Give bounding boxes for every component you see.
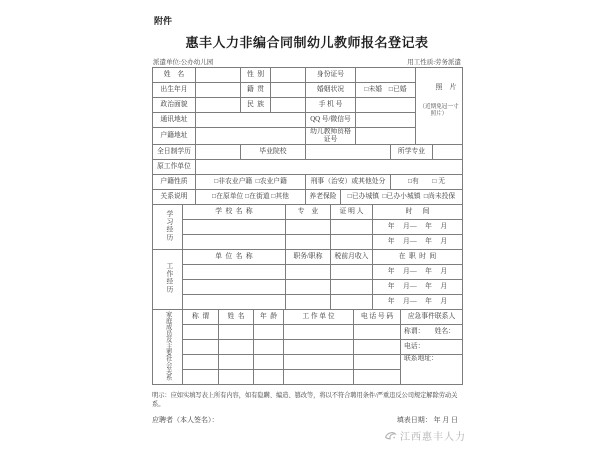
family-unit-input-cell [284, 354, 354, 369]
family-age-header: 年 龄 [254, 309, 284, 324]
emergency-title-name-line: 称谓： 姓名： [401, 324, 463, 339]
id-number-input-cell [356, 68, 416, 83]
family-row [153, 354, 463, 369]
mobile-label: 手 机 号 [306, 98, 356, 113]
work-header-row [153, 249, 463, 264]
work-income-input-cell [331, 279, 373, 294]
marital-options: □未婚 □已婚 [356, 83, 416, 98]
name-label: 姓 名 [153, 68, 196, 83]
form-meta-line [153, 57, 461, 66]
signature-line [152, 415, 462, 425]
political-input-cell [196, 98, 241, 113]
degree-label: 全日制学历 [153, 144, 196, 159]
form-sheet [152, 0, 462, 425]
row-previous-employer [153, 159, 463, 174]
pension-options: □已办城镇 □已办小城镇 □尚未投保 [341, 189, 463, 204]
family-table [152, 309, 463, 385]
work-time-range: 年 月— 年 月 [373, 294, 463, 309]
study-major-header: 专 业 [286, 204, 331, 219]
penalty-label: 刑事（治安）或其他处分 [306, 174, 391, 189]
work-unit-input-cell [183, 279, 286, 294]
hukou-options: □非农业户籍 □农业户籍 [196, 174, 306, 189]
birth-input-cell [196, 83, 241, 98]
relation-note-label: 关系说明 [153, 189, 196, 204]
family-name-input-cell [219, 369, 254, 384]
family-unit-header: 工 作 单 位 [284, 309, 354, 324]
gender-label: 性 别 [241, 68, 271, 83]
family-age-input-cell [254, 369, 284, 384]
emergency-contact-header: 应急事件联系人 [401, 309, 463, 324]
row-degree [153, 144, 463, 159]
work-income-input-cell [331, 294, 373, 309]
family-relation-input-cell [183, 339, 219, 354]
mobile-input-cell [356, 98, 416, 113]
ethnicity-label: 民 族 [241, 98, 271, 113]
page-title: 惠丰人力非编合同制幼儿教师报名登记表 [185, 35, 429, 50]
family-header-row [153, 309, 463, 324]
previous-employer-label: 原工作单位 [153, 159, 196, 174]
study-section-label: 学习经历 [164, 209, 172, 241]
photo-box [416, 68, 463, 145]
study-row [153, 234, 463, 249]
family-relation-header: 称 谓 [183, 309, 219, 324]
study-history-table [152, 204, 463, 250]
photo-label: 照 片 [435, 82, 457, 91]
study-row [153, 219, 463, 234]
study-time-header: 时 间 [373, 204, 463, 219]
degree-input-cell [196, 144, 241, 159]
fill-date-label: 填表日期： 年 月 日 [396, 415, 458, 424]
native-place-input-cell [271, 83, 306, 98]
family-section-label: 家庭成员及主要社会关系 [164, 310, 172, 380]
emergency-address-line: 联系地址： [401, 354, 463, 384]
political-label: 政治面貌 [153, 98, 196, 113]
family-phone-input-cell [354, 324, 401, 339]
emergency-phone-line: 电话： [401, 339, 463, 354]
work-row [153, 279, 463, 294]
work-history-table [152, 249, 463, 310]
major-input-cell [433, 144, 463, 159]
school-input-cell [183, 219, 286, 234]
work-unit-input-cell [183, 264, 286, 279]
family-name-input-cell [219, 324, 254, 339]
school-input-cell [183, 234, 286, 249]
work-unit-input-cell [183, 294, 286, 309]
study-header-row [153, 204, 463, 219]
work-unit-header: 单 位 名 称 [183, 249, 286, 264]
education-status-table [152, 144, 463, 205]
family-name-header: 姓 名 [219, 309, 254, 324]
logo-icon [384, 429, 397, 442]
family-relation-input-cell [183, 324, 219, 339]
study-section-label-cell [153, 204, 183, 249]
family-phone-input-cell [354, 354, 401, 369]
qq-wechat-input-cell [356, 113, 416, 128]
household-address-input-cell [196, 128, 306, 145]
family-unit-input-cell [284, 339, 354, 354]
logo-text: 江西惠丰人力 [400, 432, 466, 443]
address-label: 通讯地址 [153, 113, 196, 128]
family-unit-input-cell [284, 369, 354, 384]
family-phone-header: 电 话 号 码 [354, 309, 401, 324]
work-title-input-cell [286, 264, 331, 279]
hukou-type-label: 户籍性质 [153, 174, 196, 189]
family-phone-input-cell [354, 339, 401, 354]
work-time-range: 年 月— 年 月 [373, 279, 463, 294]
study-major-input-cell [286, 219, 331, 234]
attachment-label: 附件 [154, 16, 173, 26]
family-phone-input-cell [354, 369, 401, 384]
previous-employer-input-cell [196, 159, 463, 174]
major-label: 所学专业 [391, 144, 433, 159]
school-name-header: 学 校 名 称 [183, 204, 286, 219]
address-input-cell [196, 113, 306, 128]
work-section-label: 工作经历 [164, 262, 172, 294]
basic-info-table [152, 67, 463, 145]
study-witness-header: 证 明 人 [331, 204, 373, 219]
row-hukou [153, 174, 463, 189]
applicant-signature-label: 应聘者（本人签名）： [152, 415, 219, 424]
family-relation-input-cell [183, 369, 219, 384]
study-time-range: 年 月— 年 月 [373, 234, 463, 249]
family-age-input-cell [254, 339, 284, 354]
college-input-cell [306, 144, 391, 159]
college-label: 毕业院校 [241, 144, 306, 159]
gender-input-cell [271, 68, 306, 83]
notice-text: 明示：应如实填写表上所有内容，如有隐瞒、编造、篡改等，将以不符合聘用条件/严重违反公司规定解除劳动关系。 [152, 391, 458, 408]
photo-note: （近期免冠一寸照片） [419, 104, 459, 118]
family-age-input-cell [254, 324, 284, 339]
relation-options: □在原单位 □在街道 □其他 [196, 189, 306, 204]
work-title-header: 职务/职称 [286, 249, 331, 264]
qq-wechat-label: QQ 号/微信号 [306, 113, 356, 128]
work-tenure-header: 在 职 时 间 [373, 249, 463, 264]
name-input-cell [196, 68, 241, 83]
family-name-input-cell [219, 354, 254, 369]
work-row [153, 294, 463, 309]
work-title-input-cell [286, 294, 331, 309]
penalty-options: □有 □ 无 [391, 174, 463, 189]
household-address-label: 户籍地址 [153, 128, 196, 145]
study-witness-input-cell [331, 219, 373, 234]
family-relation-input-cell [183, 354, 219, 369]
dispatch-unit-label: 派遣单位:公办幼儿园 [153, 59, 214, 66]
work-row [153, 264, 463, 279]
work-section-label-cell [153, 249, 183, 309]
ethnicity-input-cell [271, 98, 306, 113]
family-row [153, 339, 463, 354]
family-name-input-cell [219, 339, 254, 354]
family-age-input-cell [254, 354, 284, 369]
pension-label: 养老保险 [306, 189, 341, 204]
row-name [153, 68, 463, 83]
study-witness-input-cell [331, 234, 373, 249]
work-income-header: 税前月收入 [331, 249, 373, 264]
family-unit-input-cell [284, 324, 354, 339]
employment-type-label: 用工性质:劳务派遣 [407, 59, 461, 66]
birth-label: 出生年月 [153, 83, 196, 98]
marital-label: 婚姻状况 [306, 83, 356, 98]
family-section-label-cell [153, 309, 183, 384]
company-watermark [384, 428, 466, 443]
id-number-label: 身份证号 [306, 68, 356, 83]
study-major-input-cell [286, 234, 331, 249]
work-title-input-cell [286, 279, 331, 294]
work-time-range: 年 月— 年 月 [373, 264, 463, 279]
teacher-cert-input-cell [356, 128, 416, 145]
work-income-input-cell [331, 264, 373, 279]
family-row [153, 324, 463, 339]
native-place-label: 籍 贯 [241, 83, 271, 98]
row-relation-pension [153, 189, 463, 204]
teacher-cert-label: 幼儿教师资格证号 [306, 128, 356, 145]
study-time-range: 年 月— 年 月 [373, 219, 463, 234]
